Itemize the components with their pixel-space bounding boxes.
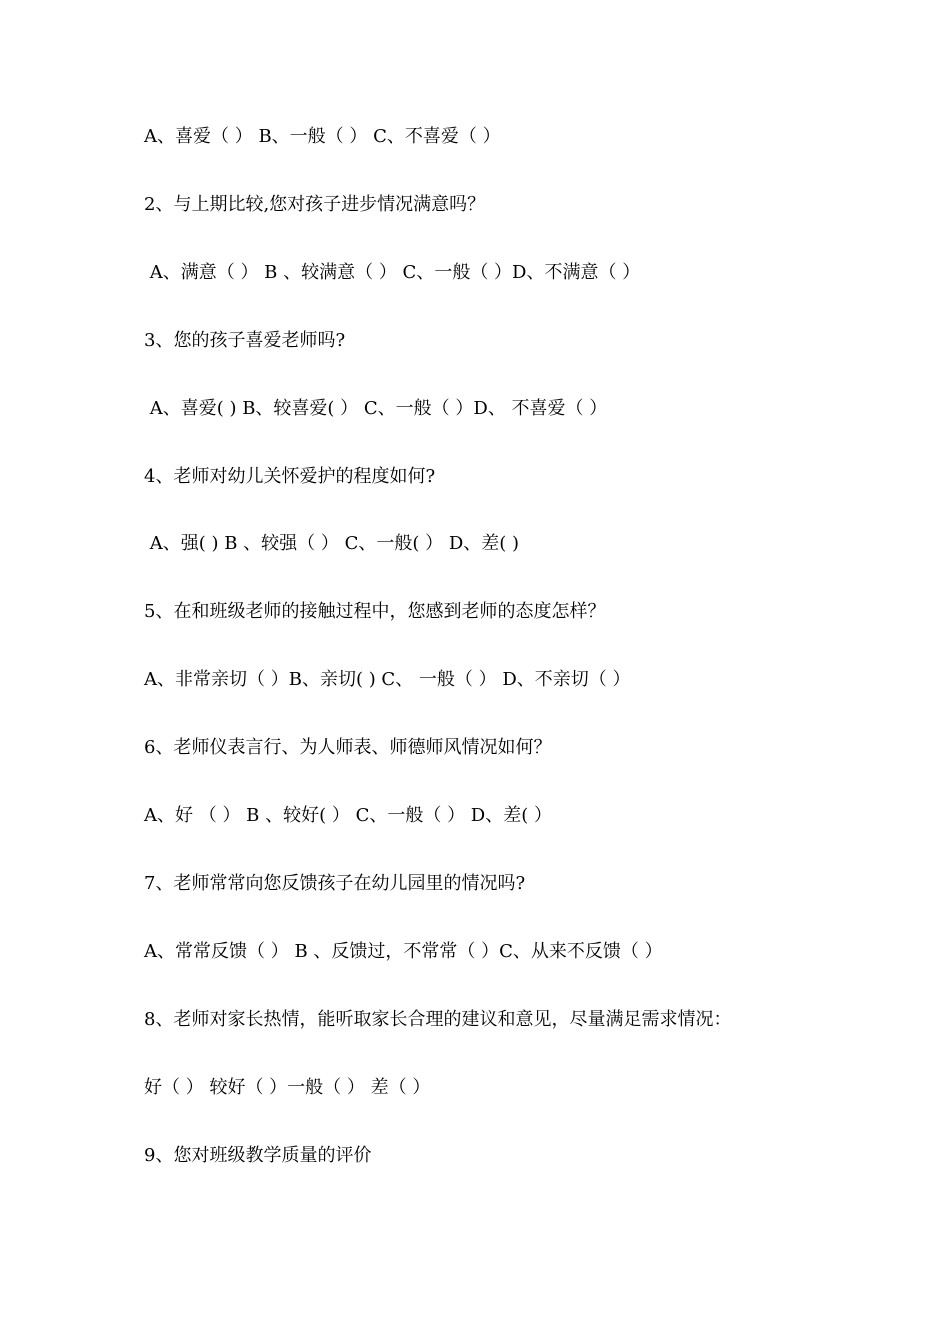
question-5-options: A、非常亲切（ ）B、亲切( ) C、 一般（ ） D、不亲切（ ） xyxy=(144,669,631,690)
question-9-text: 9、您对班级教学质量的评价 xyxy=(144,1145,372,1166)
question-1-options: A、喜爱（ ） B、一般（ ） C、不喜爱（ ） xyxy=(144,126,501,147)
question-3-text: 3、您的孩子喜爱老师吗? xyxy=(144,330,346,351)
question-4-text: 4、老师对幼儿关怀爱护的程度如何? xyxy=(144,466,436,487)
question-3-options: A、喜爱( ) B、较喜爱( ） C、一般（ ）D、 不喜爱（ ） xyxy=(144,398,608,419)
question-6-options: A、好 （ ） B 、较好( ） C、一般（ ） D、差( ） xyxy=(144,805,552,826)
question-5-text: 5、在和班级老师的接触过程中，您感到老师的态度怎样？ xyxy=(144,601,606,622)
question-7-options: A、常常反馈（ ） B 、反馈过，不常常（ ）C、从来不反馈（ ） xyxy=(144,941,663,962)
question-8-text: 8、老师对家长热情，能听取家长合理的建议和意见，尽量满足需求情况： xyxy=(144,1009,732,1030)
question-8-options: 好（ ） 较好（ ）一般（ ） 差（ ） xyxy=(144,1077,431,1098)
question-2-text: 2、与上期比较,您对孩子进步情况满意吗？ xyxy=(144,194,486,215)
question-4-options: A、强( ) B 、较强（ ） C、一般( ） D、差( ) xyxy=(144,533,520,554)
question-2-options: A、满意（ ） B 、较满意（ ） C、一般（ ）D、不满意（ ） xyxy=(144,262,641,283)
question-6-text: 6、老师仪表言行、为人师表、师德师风情况如何？ xyxy=(144,737,552,758)
question-7-text: 7、老师常常向您反馈孩子在幼儿园里的情况吗? xyxy=(144,873,526,894)
